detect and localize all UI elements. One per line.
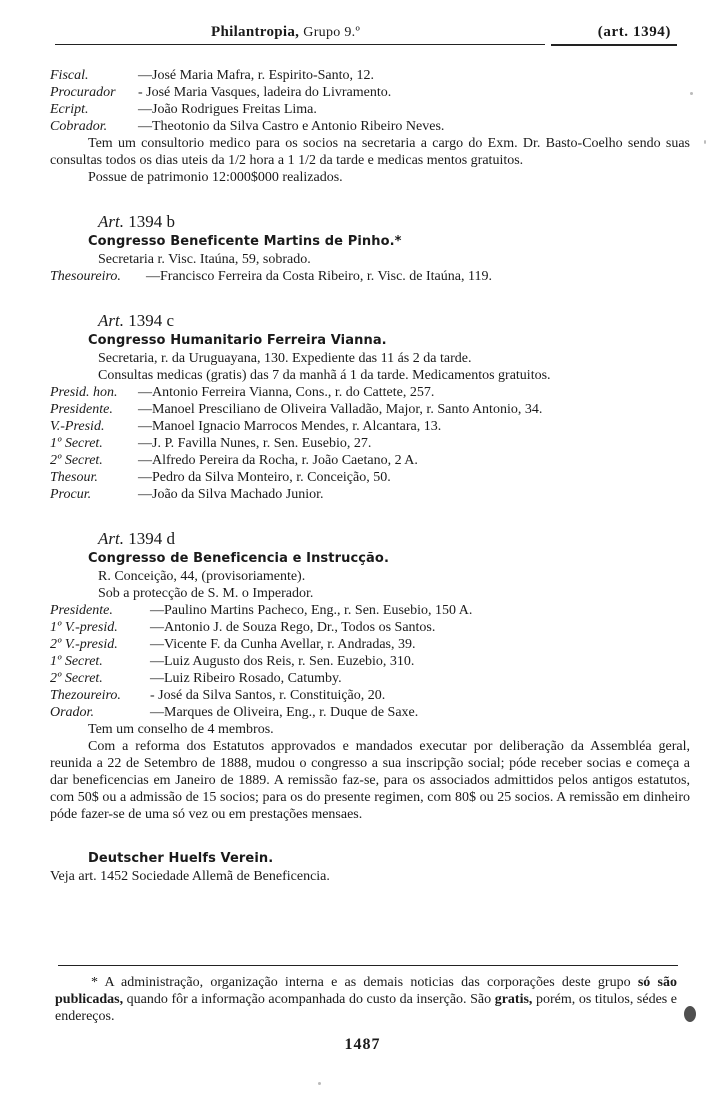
header-group: Grupo 9.º: [303, 25, 361, 40]
member-row: [50, 67, 690, 84]
main-content: [50, 67, 690, 885]
member-text: —J. P. Favilla Nunes, r. Sen. Eusebio, 27.: [138, 436, 372, 451]
member-text: —Marques de Oliveira, Eng., r. Duque de Saxe.: [150, 705, 419, 720]
member-text: —João da Silva Machado Junior.: [138, 487, 324, 502]
header-rule: [55, 44, 545, 45]
member-row: [50, 687, 690, 704]
article-number: 1394 d: [128, 529, 175, 548]
member-role: Thesour.: [50, 470, 98, 485]
member-text: —Francisco Ferreira da Costa Ribeiro, r. Visc. de Itaúna, 119.: [146, 269, 492, 284]
member-text: - José Maria Vasques, ladeira do Livramento.: [138, 85, 392, 100]
member-text: —Theotonio da Silva Castro e Antonio Ribeiro Neves.: [138, 119, 445, 134]
member-row: [50, 101, 690, 118]
society-address: Secretaria, r. da Uruguayana, 130. Expediente das 11 ás 2 da tarde.: [98, 351, 472, 366]
article-label: Art.: [98, 212, 124, 231]
member-role: Fiscal.: [50, 68, 89, 83]
member-row: [50, 84, 690, 101]
member-role: Ecript.: [50, 102, 89, 117]
article-heading: [50, 311, 690, 331]
member-role: 1º Secret.: [50, 654, 103, 669]
article-heading: [50, 212, 690, 232]
scan-speck: [704, 140, 706, 144]
member-text: —José Maria Mafra, r. Espirito-Santo, 12.: [138, 68, 375, 83]
member-role: Procurador: [50, 85, 116, 100]
article-number: 1394 c: [128, 311, 175, 330]
society-address: Secretaria r. Visc. Itaúna, 59, sobrado.: [98, 252, 311, 267]
header-article: (art. 1394): [597, 24, 671, 40]
page-number: 1487: [344, 1036, 381, 1053]
article-label: Art.: [98, 311, 124, 330]
society-hours: Consultas medicas (gratis) das 7 da manhã á 1 da tarde. Medicamentos gratuitos.: [98, 368, 551, 383]
member-row: [50, 486, 690, 503]
member-role: 2º Secret.: [50, 671, 103, 686]
header-title: [211, 24, 360, 41]
member-role: 1º V.-presid.: [50, 620, 118, 635]
footnote-bold: só são publicadas,: [55, 975, 678, 1007]
patrimonio-paragraph: Possue de patrimonio 12:000$000 realizados.: [88, 170, 343, 185]
society-name: Congresso Beneficente Martins de Pinho.*: [88, 234, 402, 249]
member-role: Presidente.: [50, 402, 113, 417]
member-row: [50, 401, 690, 418]
member-text: - José da Silva Santos, r. Constituição, 20.: [150, 688, 386, 703]
member-text: —Luiz Augusto dos Reis, r. Sen. Euzebio, 310.: [150, 654, 415, 669]
member-text: —Alfredo Pereira da Rocha, r. João Caetano, 2 A.: [138, 453, 418, 468]
member-text: —Paulino Martins Pacheco, Eng., r. Sen. Eusebio, 150 A.: [150, 603, 473, 618]
header-title-text: Philantropia,: [211, 24, 300, 40]
footnote-text: * A administração, organização interna e as demais noticias das corporações deste grupo: [91, 975, 631, 990]
ink-blot: [684, 1006, 696, 1022]
conselho-paragraph: Tem um conselho de 4 membros.: [88, 722, 274, 737]
art-c-members: [50, 384, 690, 503]
cross-reference: Veja art. 1452 Sociedade Allemã de Beneficencia.: [50, 869, 330, 884]
member-role: 2º Secret.: [50, 453, 103, 468]
society-name: Deutscher Huelfs Verein.: [88, 851, 274, 866]
member-text: —Vicente F. da Cunha Avellar, r. Andradas, 39.: [150, 637, 416, 652]
member-row: [50, 602, 690, 619]
member-row: [50, 384, 690, 401]
society-name: Congresso de Beneficencia e Instrucção.: [88, 551, 389, 566]
scan-speck: [318, 1082, 321, 1085]
member-role: 2º V.-presid.: [50, 637, 118, 652]
member-text: —Manoel Presciliano de Oliveira Valladão, Major, r. Santo Antonio, 34.: [138, 402, 543, 417]
footnote-rule: [58, 965, 678, 966]
top-members: [50, 67, 690, 135]
member-role: Cobrador.: [50, 119, 108, 134]
member-row: [50, 418, 690, 435]
member-row: [50, 670, 690, 687]
member-row: [50, 469, 690, 486]
member-role: Procur.: [50, 487, 92, 502]
member-text: —João Rodrigues Freitas Lima.: [138, 102, 317, 117]
member-row: [50, 435, 690, 452]
footnote-text: quando fôr a informação acompanhada do custo da inserção. São: [126, 992, 492, 1007]
society-name: Congresso Humanitario Ferreira Vianna.: [88, 333, 387, 348]
article-label: Art.: [98, 529, 124, 548]
running-header: [55, 24, 677, 50]
member-text: —Manoel Ignacio Marrocos Mendes, r. Alcantara, 13.: [138, 419, 442, 434]
spacer: [50, 823, 690, 845]
footnote: [55, 974, 677, 1025]
member-role: Thesoureiro.: [50, 269, 121, 284]
member-text: —Pedro da Silva Monteiro, r. Conceição, 50.: [138, 470, 391, 485]
footnote-text: porém, os titulos, sédes e endereços.: [55, 992, 678, 1024]
member-role: Presid. hon.: [50, 385, 118, 400]
society-address: R. Conceição, 44, (provisoriamente).: [98, 569, 306, 584]
header-rule-article: [551, 44, 677, 46]
article-number: 1394 b: [128, 212, 175, 231]
member-row: [50, 704, 690, 721]
society-patron: Sob a protecção de S. M. o Imperador.: [98, 586, 314, 601]
member-row: [50, 653, 690, 670]
member-row: [50, 118, 690, 135]
member-row: [50, 268, 690, 285]
reforma-paragraph: Com a reforma dos Estatutos approvados e mandados executar por deliberação da Assembléa geral, reunida a 22 de Setembro de 1888, mudou o congresso a sua inscripção social; póde receber socias e começa a dar beneficencias em Janeiro de 1889. A remissão faz-se, para os associados admittidos pelos antigos estatutos, com 50$ ou a admissão de 15 socios; para os do presente regimen, com 80$ ou 25 socios. A remissão em dinheiro póde fazer-se de uma só vez ou em prestações mensaes.: [50, 739, 690, 822]
art-d-members: [50, 602, 690, 721]
member-row: [50, 619, 690, 636]
member-text: —Antonio Ferreira Vianna, Cons., r. do Cattete, 257.: [138, 385, 435, 400]
scan-speck: [690, 92, 693, 95]
consultorio-paragraph: Tem um consultorio medico para os socios na secretaria a cargo do Exm. Dr. Basto-Coelho sendo suas consultas todos os dias uteis da 1/2 hora a 1 1/2 da tarde e medicas mentos gratuitos.: [50, 136, 690, 168]
member-role: Orador.: [50, 705, 94, 720]
member-role: V.-Presid.: [50, 419, 105, 434]
article-heading: [50, 529, 690, 549]
member-row: [50, 452, 690, 469]
member-text: —Antonio J. de Souza Rego, Dr., Todos os Santos.: [150, 620, 436, 635]
member-text: —Luiz Ribeiro Rosado, Catumby.: [150, 671, 342, 686]
member-row: [50, 636, 690, 653]
member-role: 1º Secret.: [50, 436, 103, 451]
member-role: Thezoureiro.: [50, 688, 121, 703]
footnote-bold: gratis,: [494, 992, 533, 1007]
member-role: Presidente.: [50, 603, 113, 618]
